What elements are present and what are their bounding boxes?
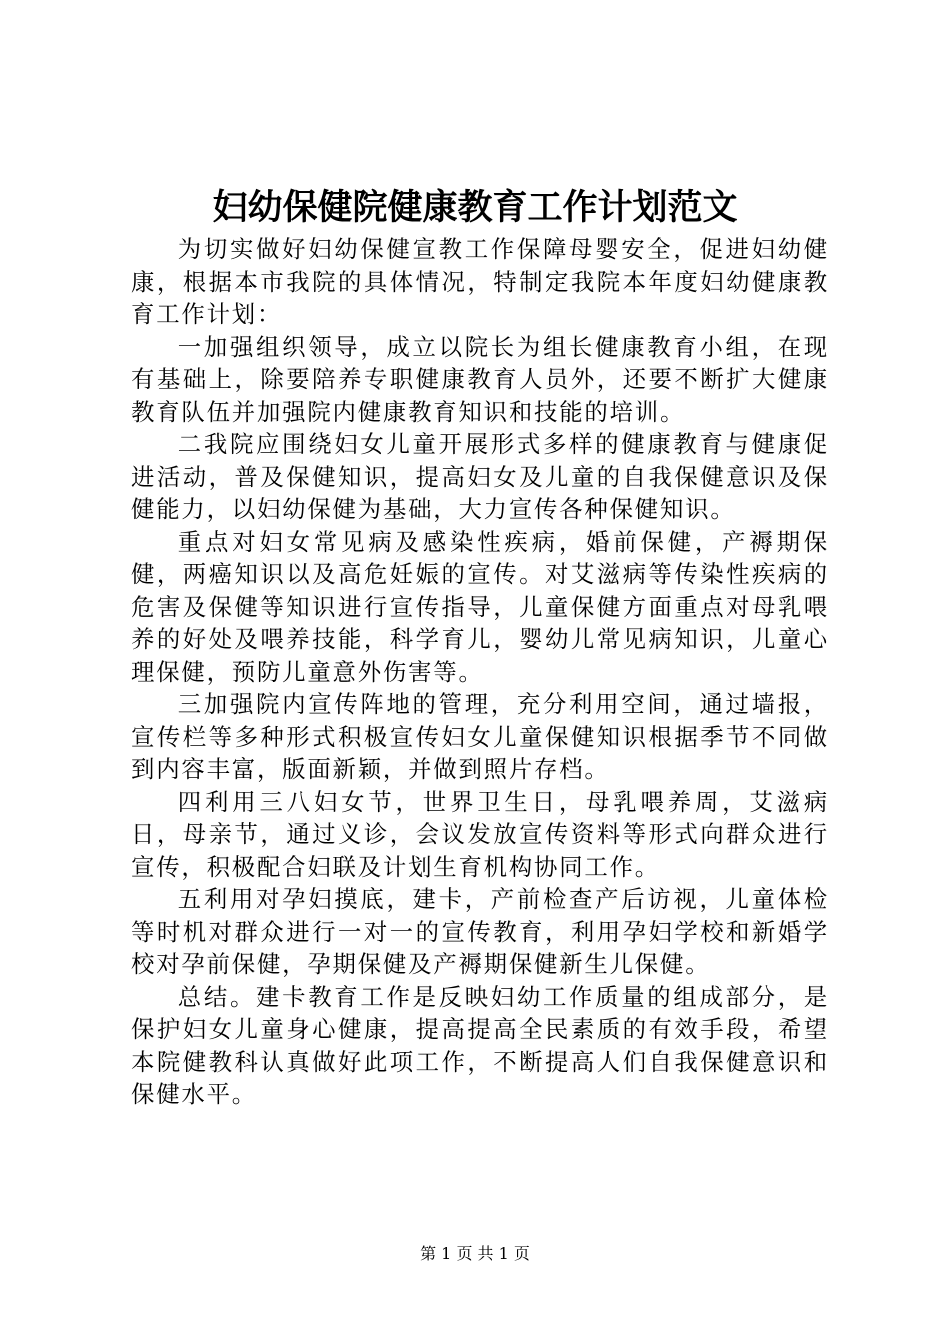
paragraph-item-5: 五利用对孕妇摸底，建卡，产前检查产后访视，儿童体检等时机对群众进行一对一的宣传教育，利用孕妇学校和新婚学校对孕前保健，孕期保健及产褥期保健新生儿保健。: [131, 885, 829, 978]
page-footer: 第 1 页 共 1 页: [420, 1244, 530, 1263]
paragraph-item-1: 一加强组织领导，成立以院长为组长健康教育小组，在现有基础上，除要陪养专职健康教育人员外，还要不断扩大健康教育队伍并加强院内健康教育知识和技能的培训。: [131, 332, 829, 426]
paragraph-item-2: 二我院应围绕妇女儿童开展形式多样的健康教育与健康促进活动，普及保健知识，提高妇女及儿童的自我保健意识及保健能力，以妇幼保健为基础，大力宣传各种保健知识。: [131, 430, 829, 523]
paragraph-intro: 为切实做好妇幼保健宣教工作保障母婴安全，促进妇幼健康，根据本市我院的具体情况，特制定我院本年度妇幼健康教育工作计划：: [131, 235, 829, 328]
paragraph-summary: 总结。建卡教育工作是反映妇幼工作质量的组成部分，是保护妇女儿童身心健康，提高提高全民素质的有效手段，希望本院健教科认真做好此项工作，不断提高人们自我保健意识和保健水平。: [131, 982, 829, 1108]
document-body: [131, 233, 829, 1111]
paragraph-item-4: 四利用三八妇女节，世界卫生日，母乳喂养周，艾滋病日，母亲节，通过义诊，会议发放宣传资料等形式向群众进行宣传，积极配合妇联及计划生育机构协同工作。: [131, 787, 829, 881]
paragraph-key-points: 重点对妇女常见病及感染性疾病，婚前保健，产褥期保健，两癌知识以及高危妊娠的宣传。对艾滋病等传染性疾病的危害及保健等知识进行宣传指导，儿童保健方面重点对母乳喂养的好处及喂养技能，科学育儿，婴幼儿常见病知识，儿童心理保健，预防儿童意外伤害等。: [131, 527, 829, 686]
paragraph-item-3: 三加强院内宣传阵地的管理，充分利用空间，通过墙报，宣传栏等多种形式积极宣传妇女儿童保健知识根据季节不同做到内容丰富，版面新颖，并做到照片存档。: [131, 690, 829, 783]
document-title: 妇幼保健院健康教育工作计划范文: [212, 187, 738, 228]
